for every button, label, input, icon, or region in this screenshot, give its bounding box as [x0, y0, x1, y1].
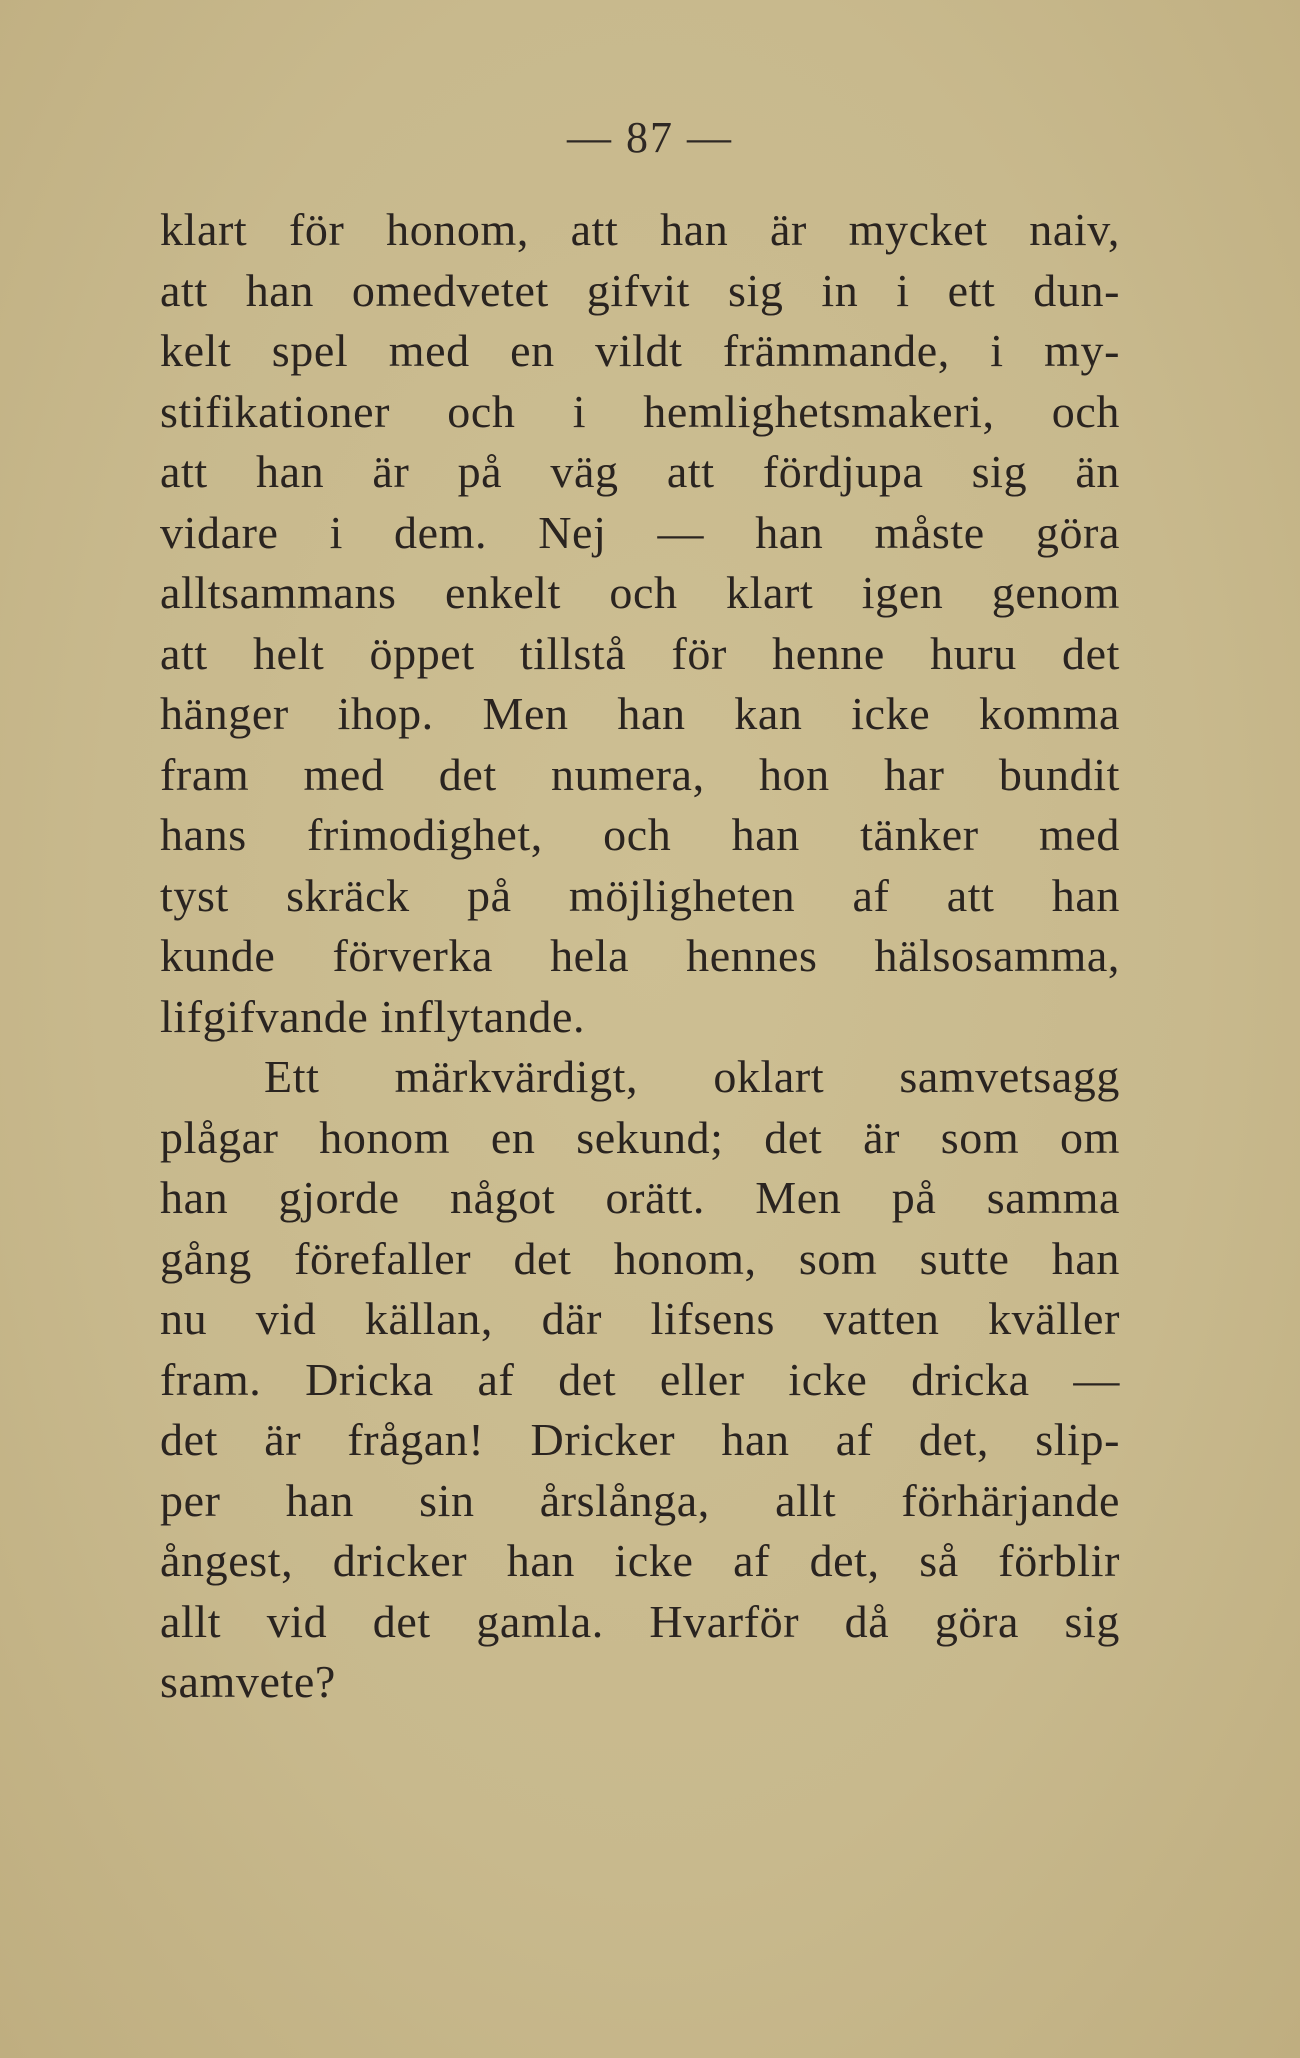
text-line: tyst skräck på möjligheten af att han: [160, 869, 1120, 921]
text-line: hans frimodighet, och han tänker med: [160, 809, 1120, 860]
text-line: nu vid källan, där lifsens vatten kväller: [160, 1293, 1120, 1344]
text-line: alltsammans enkelt och klart igen genom: [160, 567, 1120, 618]
text-line: klart för honom, att han är mycket naiv,: [160, 204, 1120, 255]
text-line: fram med det numera, hon har bundit: [160, 748, 1120, 800]
body-text: [160, 200, 1120, 1713]
text-line: fram. Dricka af det eller icke dricka —: [160, 1353, 1120, 1405]
text-line: samvete?: [160, 1656, 336, 1707]
text-line: per han sin årslånga, allt förhärjande: [160, 1474, 1120, 1526]
text-line: gång förefaller det honom, som sutte han: [160, 1232, 1120, 1284]
paragraph-1: [160, 200, 1120, 1047]
text-line: det är frågan! Dricker han af det, slip-: [160, 1414, 1120, 1465]
text-line: kunde förverka hela hennes hälsosamma,: [160, 930, 1120, 981]
text-line: att han är på väg att fördjupa sig än: [160, 446, 1120, 497]
text-line: plågar honom en sekund; det är som om: [160, 1111, 1120, 1163]
text-line: han gjorde något orätt. Men på samma: [160, 1172, 1120, 1223]
text-line: att helt öppet tillstå för henne huru det: [160, 627, 1120, 679]
text-line: hänger ihop. Men han kan icke komma: [160, 688, 1120, 739]
page-number: — 87 —: [567, 113, 733, 162]
text-line: Ett märkvärdigt, oklart samvetsagg: [264, 1051, 1120, 1102]
paragraph-2: [160, 1047, 1120, 1713]
text-line: kelt spel med en vildt främmande, i my-: [160, 325, 1120, 376]
text-line: att han omedvetet gifvit sig in i ett dun-: [160, 264, 1120, 316]
text-line: vidare i dem. Nej — han måste göra: [160, 506, 1120, 558]
text-line: allt vid det gamla. Hvarför då göra sig: [160, 1595, 1120, 1647]
text-line: ångest, dricker han icke af det, så förblir: [160, 1535, 1120, 1586]
text-line: stifikationer och i hemlighetsmakeri, och: [160, 385, 1120, 437]
text-line: lifgifvande inflytande.: [160, 990, 586, 1042]
